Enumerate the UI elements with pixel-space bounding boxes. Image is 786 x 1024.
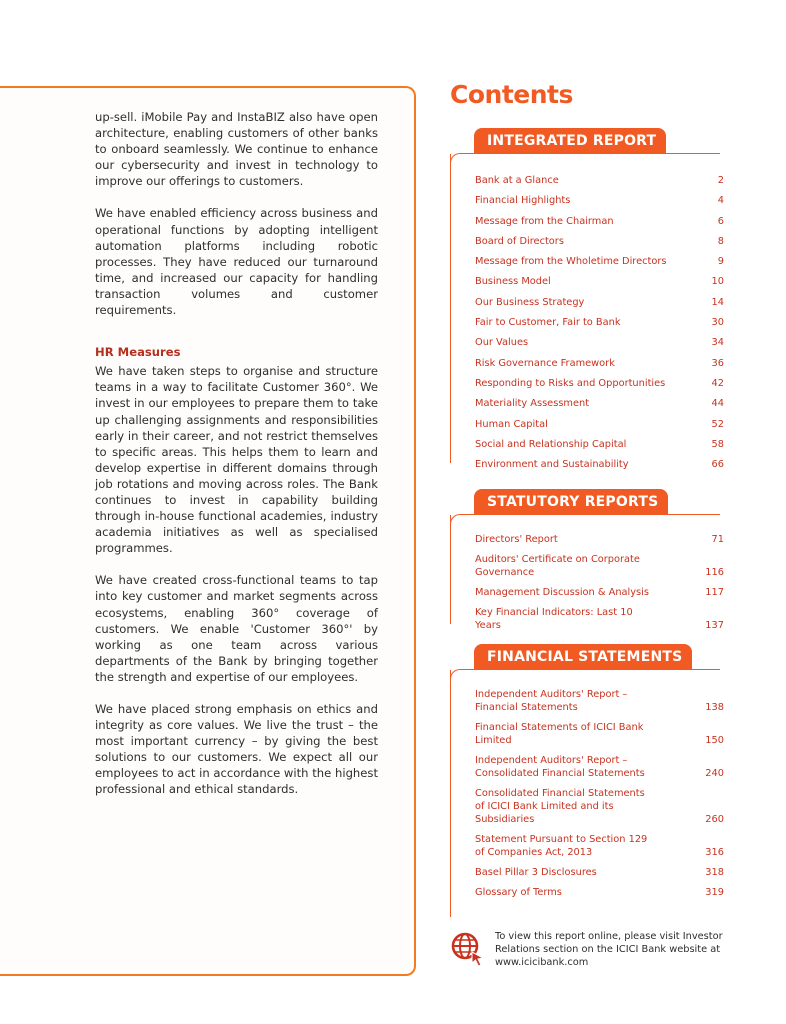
integrated-report-section: [450, 128, 750, 471]
toc-item-page: 260: [705, 814, 724, 825]
toc-item-label: Environment and Sustainability: [475, 459, 629, 471]
paragraph-4: We have created cross-functional teams to tap into key customer and market segments across ecosystems, enabling 360° coverage of customers. We enable 'Customer 360°' by working as one team across various departments of the Bank by bringing together the strength and expertise of our employees.: [95, 573, 378, 684]
toc-item-page: 8: [717, 235, 724, 247]
paragraph-3: We have taken steps to organise and structure teams in a way to facilitate Customer 360°. We invest in our employees to prepare them to take up challenging assignments and responsibilities early in their career, and not restrict themselves to specific areas. This helps them to learn and develop expertise in different domains through job rotations and moving across roles. The Bank continues to invest in capability building through in-house functional academies, industry academia initiatives as well as specialised programmes.: [95, 364, 378, 556]
toc-item[interactable]: [475, 336, 724, 356]
toc-item-label: Independent Auditors' Report – Consolidated Financial Statements: [475, 755, 645, 779]
toc-item-label: Statement Pursuant to Section 129 of Companies Act, 2013: [475, 834, 648, 858]
toc-item[interactable]: [475, 357, 724, 377]
contents-title: Contents: [450, 80, 573, 109]
toc-item[interactable]: [475, 215, 724, 235]
online-report-text: To view this report online, please visit Investor Relations section on the ICICI Bank website at www.icicibank.com: [495, 931, 723, 968]
toc-item-label: Risk Governance Framework: [475, 357, 615, 369]
statutory-reports-section: [450, 489, 750, 631]
statutory-reports-tab[interactable]: STATUTORY REPORTS: [474, 489, 668, 515]
toc-item-page: 318: [705, 867, 724, 878]
financial-statements-section: [450, 644, 750, 917]
toc-item-label: Business Model: [475, 276, 551, 288]
toc-item-label: Human Capital: [475, 418, 548, 430]
toc-item[interactable]: [475, 255, 724, 275]
toc-item[interactable]: [475, 553, 724, 579]
toc-item-page: 44: [711, 398, 724, 410]
toc-item-label: Responding to Risks and Opportunities: [475, 377, 666, 389]
toc-item-label: Materiality Assessment: [475, 398, 590, 410]
toc-item-page: 2: [717, 175, 724, 186]
toc-item-page: 137: [705, 620, 724, 631]
toc-item-label: Message from the Wholetime Directors: [475, 256, 667, 268]
toc-item-label: Social and Relationship Capital: [475, 438, 627, 450]
toc-item-page: 52: [711, 418, 724, 430]
toc-item[interactable]: [475, 754, 724, 780]
toc-item[interactable]: [475, 606, 724, 632]
toc-item-page: 6: [717, 215, 724, 227]
toc-item-label: Our Business Strategy: [475, 296, 585, 308]
toc-item[interactable]: [475, 833, 724, 859]
toc-item-page: 42: [711, 377, 724, 389]
toc-item-page: 117: [705, 587, 724, 598]
toc-item[interactable]: [475, 688, 724, 714]
paragraph-2: We have enabled efficiency across business and operational functions by adopting intelligent automation platforms including robotic processes. They have reduced our turnaround time, and increased our capacity for handling transaction volumes and customer requirements.: [95, 206, 378, 318]
toc-item[interactable]: [475, 174, 724, 194]
toc-item-label: Independent Auditors' Report – Financial Statements: [475, 689, 628, 713]
toc-item-label: Key Financial Indicators: Last 10 Years: [475, 607, 633, 631]
toc-item-page: 34: [711, 337, 724, 349]
toc-item-label: Message from the Chairman: [475, 215, 614, 227]
toc-item[interactable]: [475, 533, 724, 546]
toc-item-label: Directors' Report: [475, 534, 558, 545]
toc-item-page: 138: [705, 702, 724, 713]
integrated-report-tab[interactable]: INTEGRATED REPORT: [474, 128, 666, 154]
toc-item-label: Board of Directors: [475, 235, 564, 247]
toc-item[interactable]: [475, 438, 724, 458]
globe-cursor-icon[interactable]: [450, 931, 486, 967]
toc-item[interactable]: [475, 586, 724, 599]
toc-item-page: 316: [705, 847, 724, 858]
toc-item-page: 10: [711, 276, 724, 288]
statutory-reports-list: [450, 515, 750, 631]
toc-item[interactable]: [475, 397, 724, 417]
toc-item-page: 319: [705, 887, 724, 898]
toc-item-page: 116: [705, 567, 724, 578]
toc-item-label: Bank at a Glance: [475, 175, 559, 186]
toc-item[interactable]: [475, 886, 724, 899]
toc-item-page: 150: [705, 735, 724, 746]
toc-item[interactable]: [475, 458, 724, 478]
toc-item-page: 240: [705, 768, 724, 779]
toc-item-page: 58: [711, 438, 724, 450]
toc-item-label: Consolidated Financial Statements of ICICI Bank Limited and its Subsidiaries: [475, 788, 645, 825]
toc-item-page: 66: [711, 459, 724, 471]
paragraph-5: We have placed strong emphasis on ethics and integrity as core values. We live the trust – the most important currency – by giving the best solutions to our customers. We expect all our employees to act in accordance with the highest professional and ethical standards.: [95, 702, 378, 797]
toc-item-page: 30: [711, 317, 724, 329]
financial-statements-tab[interactable]: FINANCIAL STATEMENTS: [474, 644, 692, 670]
toc-item-label: Management Discussion & Analysis: [475, 587, 649, 598]
toc-item[interactable]: [475, 866, 724, 879]
toc-item-label: Basel Pillar 3 Disclosures: [475, 867, 597, 878]
toc-item[interactable]: [475, 418, 724, 438]
toc-item[interactable]: [475, 721, 724, 747]
toc-item-label: Financial Highlights: [475, 195, 571, 207]
toc-item-label: Our Values: [475, 337, 529, 349]
toc-item[interactable]: [475, 275, 724, 295]
toc-item[interactable]: [475, 316, 724, 336]
toc-item-page: 9: [717, 256, 724, 268]
hr-measures-heading: HR Measures: [95, 345, 181, 360]
toc-item-label: Glossary of Terms: [475, 887, 562, 898]
toc-item[interactable]: [475, 377, 724, 397]
toc-item[interactable]: [475, 194, 724, 214]
toc-item[interactable]: [475, 235, 724, 255]
toc-item-page: 4: [717, 195, 724, 207]
toc-item-label: Auditors' Certificate on Corporate Governance: [475, 554, 640, 578]
paragraph-1: up-sell. iMobile Pay and InstaBIZ also have open architecture, enabling customers of other banks to onboard seamlessly. We continue to enhance our cybersecurity and invest in technology to improve our offerings to customers.: [95, 110, 378, 189]
toc-item-page: 14: [711, 296, 724, 308]
body-text: [95, 109, 378, 814]
toc-item-label: Financial Statements of ICICI Bank Limited: [475, 722, 644, 746]
financial-statements-list: [450, 670, 750, 917]
toc-item-page: 36: [711, 357, 724, 369]
toc-item[interactable]: [475, 787, 724, 826]
toc-item-label: Fair to Customer, Fair to Bank: [475, 317, 621, 329]
integrated-report-list: [450, 154, 750, 471]
toc-item-page: 71: [711, 534, 724, 545]
toc-item[interactable]: [475, 296, 724, 316]
